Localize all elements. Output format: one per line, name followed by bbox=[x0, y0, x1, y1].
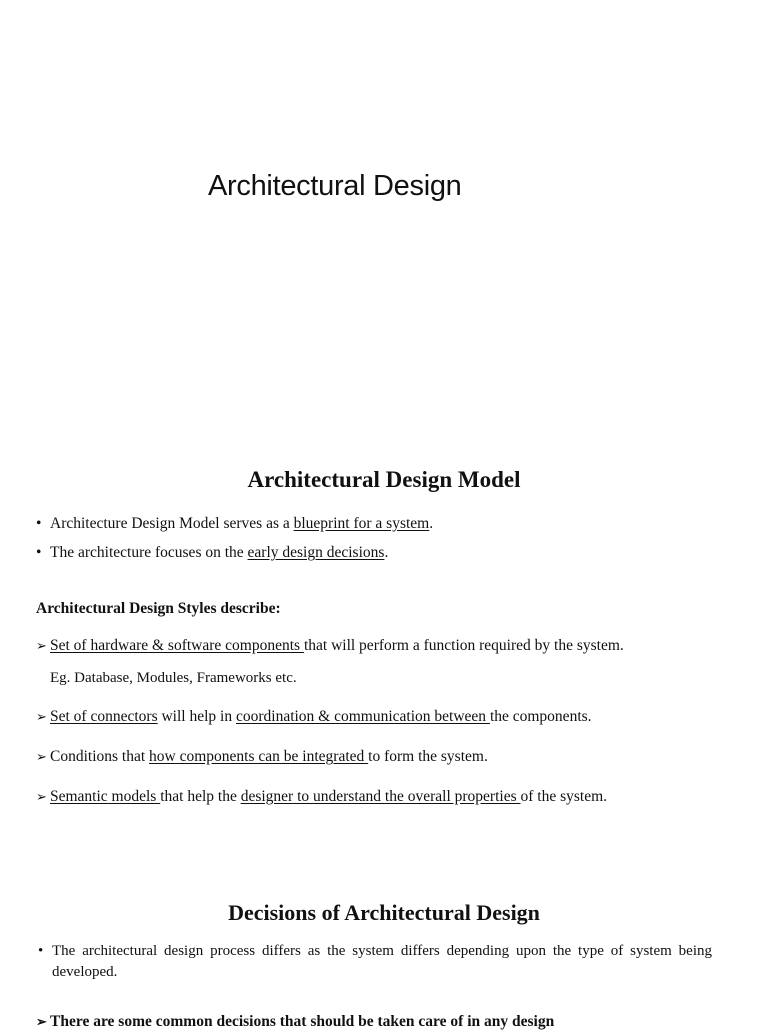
slide-heading: Architectural Design Model bbox=[247, 467, 521, 492]
underlined-phrase: Set of hardware & software components bbox=[50, 637, 304, 654]
slide-heading: Decisions of Architectural Design bbox=[228, 900, 540, 925]
point-components-example: Eg. Database, Modules, Frameworks etc. bbox=[50, 670, 297, 686]
bullet-blueprint bbox=[36, 515, 433, 533]
point-text: that will perform a function required by the system. bbox=[303, 637, 624, 654]
underlined-phrase: blueprint for a system bbox=[293, 515, 430, 532]
point-text: of the system. bbox=[520, 788, 608, 805]
arrow-bullet-icon: ➢ bbox=[36, 1014, 47, 1029]
point-text: that help the bbox=[160, 788, 241, 805]
page-title: Architectural Design bbox=[208, 170, 462, 202]
underlined-phrase: how components can be integrated bbox=[149, 748, 369, 765]
underlined-phrase: early design decisions bbox=[247, 544, 385, 561]
arrow-bullet-icon: ➢ bbox=[36, 789, 47, 804]
point-text: to form the system. bbox=[368, 748, 488, 765]
point-semantic-models bbox=[36, 788, 607, 806]
bullet-icon: • bbox=[38, 943, 44, 959]
styles-subheading: Architectural Design Styles describe: bbox=[36, 600, 281, 617]
underlined-phrase: Set of connectors bbox=[50, 708, 158, 725]
title-slide bbox=[0, 0, 768, 440]
cut-off-line bbox=[36, 1013, 554, 1031]
underlined-phrase: Semantic models bbox=[50, 788, 161, 805]
point-text: Conditions that bbox=[50, 748, 150, 765]
point-components bbox=[36, 637, 624, 655]
bullet-tail: . bbox=[384, 544, 389, 561]
bullet-early-decisions bbox=[36, 544, 388, 562]
point-text: the components. bbox=[489, 708, 592, 725]
arrow-bullet-icon: ➢ bbox=[36, 709, 47, 724]
bullet-icon: • bbox=[36, 515, 42, 532]
paragraph-text: The architectural design process differs as the system differs depending upon the type of system being developed. bbox=[52, 943, 712, 980]
decisions-paragraph bbox=[38, 941, 712, 983]
arrow-bullet-icon: ➢ bbox=[36, 749, 47, 764]
cut-off-text: There are some common decisions that should be taken care of in any design bbox=[50, 1013, 555, 1030]
bullet-icon: • bbox=[36, 544, 42, 561]
point-text: will help in bbox=[157, 708, 236, 725]
bullet-tail: . bbox=[429, 515, 434, 532]
bullet-text: Architecture Design Model serves as a bbox=[50, 515, 294, 532]
arrow-bullet-icon: ➢ bbox=[36, 638, 47, 653]
point-integration bbox=[36, 748, 488, 766]
decisions-slide bbox=[0, 860, 768, 1030]
underlined-phrase: coordination & communication between bbox=[235, 708, 490, 725]
underlined-phrase: designer to understand the overall properties bbox=[240, 788, 521, 805]
bullet-text: The architecture focuses on the bbox=[50, 544, 248, 561]
design-model-slide bbox=[0, 440, 768, 860]
point-connectors bbox=[36, 708, 592, 726]
